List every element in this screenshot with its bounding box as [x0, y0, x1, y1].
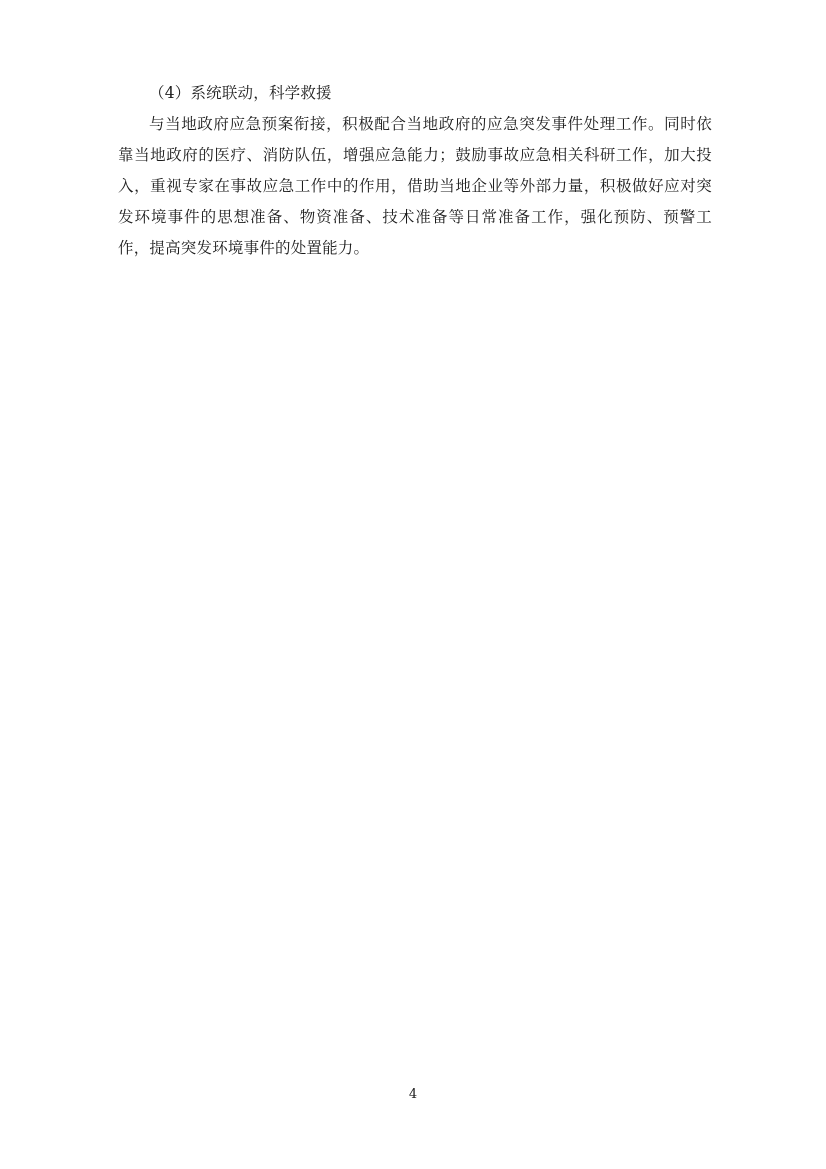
section-heading: （4）系统联动，科学救援: [149, 84, 332, 102]
page-content: [118, 78, 712, 264]
page-footer: [0, 1083, 826, 1102]
page-number: 4: [408, 1087, 418, 1102]
body-paragraph: 与当地政府应急预案衔接，积极配合当地政府的应急突发事件处理工作。同时依靠当地政府的医疗、消防队伍，增强应急能力；鼓励事故应急相关科研工作，加大投入，重视专家在事故应急工作中的作用，借助当地企业等外部力量，积极做好应对突发环境事件的思想准备、物资准备、技术准备等日常准备工作，强化预防、预警工作，提高突发环境事件的处置能力。: [118, 115, 712, 257]
